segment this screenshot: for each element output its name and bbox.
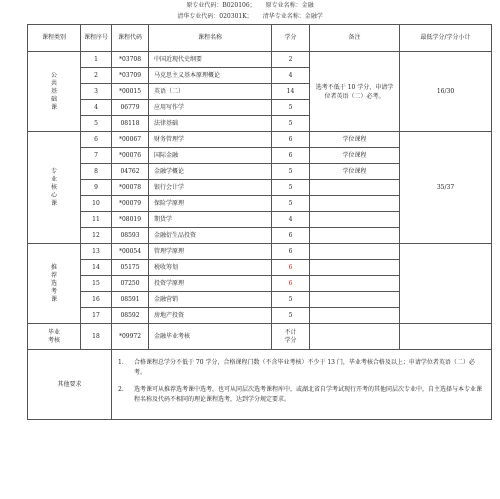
course-remark [310,244,400,260]
course-name: 金融衍生品投资 [149,228,272,244]
course-credit: 14 [272,84,310,100]
course-credit: 5 [272,116,310,132]
course-seq: 7 [81,148,112,164]
credit-text: 学分 [284,336,297,344]
course-seq: 8 [81,164,112,180]
course-credit: 5 [272,308,310,324]
col-header-remark: 备注 [310,25,400,52]
course-remark: 学位课程 [310,148,400,164]
course-seq: 17 [81,308,112,324]
course-name: 国际金融 [149,148,272,164]
category-char: 共 [50,79,57,87]
category-char: 课 [50,103,57,111]
category-char: 业 [50,175,57,183]
course-category [28,132,81,244]
category-char: 公 [50,71,57,79]
course-category [28,52,81,132]
category-char: 课 [50,199,57,207]
course-credit: 6 [272,244,310,260]
course-code: 05175 [112,260,149,276]
category-char: 选 [50,279,57,287]
course-seq: 1 [81,52,112,68]
other-requirements-label: 其他要求 [28,350,112,420]
requirement-item [118,385,485,405]
course-seq: 10 [81,196,112,212]
course-seq: 18 [81,324,112,350]
course-code: 04762 [112,164,149,180]
course-credit: 5 [272,100,310,116]
course-name: 金融毕业考核 [149,324,272,350]
original-major-code: 原专业代码：B020106； [186,2,256,9]
course-seq: 16 [81,292,112,308]
course-credit: 6 [272,228,310,244]
course-name: 投资学原理 [149,276,272,292]
col-header-name: 课程名称 [149,25,272,52]
col-header-credit: 学分 [272,25,310,52]
course-code: *00079 [112,196,149,212]
course-code: *00076 [112,148,149,164]
requirement-number: 2. [118,385,124,393]
course-credit: 6 [272,260,310,276]
credit-text: 不计 [284,328,297,336]
category-char: 荐 [50,271,57,279]
course-name: 法律基础 [149,116,272,132]
min-credit-subtotal [400,324,492,350]
course-seq: 15 [81,276,112,292]
course-code: *08019 [112,212,149,228]
course-name: 中国近现代史纲要 [149,52,272,68]
header-line-original [0,0,500,11]
other-requirements-notes [112,350,492,420]
course-seq: 14 [81,260,112,276]
course-code: 08591 [112,292,149,308]
course-name: 金融学概论 [149,164,272,180]
course-seq: 11 [81,212,112,228]
min-credit-subtotal: 16/30 [400,52,492,132]
course-code: *00015 [112,84,149,100]
course-credit: 2 [272,52,310,68]
course-code: 08593 [112,228,149,244]
course-credit: 5 [272,164,310,180]
course-plan-table [27,24,492,420]
course-seq: 3 [81,84,112,100]
course-code: *00078 [112,180,149,196]
original-major-name: 原专业名称：金融 [265,2,314,9]
course-code: *00067 [112,132,149,148]
category-char: 推 [50,263,57,271]
course-remark [310,308,400,324]
course-name: 马克思主义基本原理概论 [149,68,272,84]
course-code: 07250 [112,276,149,292]
course-seq: 9 [81,180,112,196]
course-credit: 6 [272,276,310,292]
course-credit: 4 [272,212,310,228]
course-code: *09972 [112,324,149,350]
course-credit: 6 [272,132,310,148]
category-text: 毕业 [47,328,60,336]
course-seq: 2 [81,68,112,84]
course-seq: 4 [81,100,112,116]
course-remark [310,276,400,292]
tsinghua-major-code: 清华专业代码：020301K； [177,13,253,20]
course-remark [310,324,400,350]
course-remark [310,260,400,276]
course-remark [310,292,400,308]
min-credit-subtotal: 35/37 [400,132,492,244]
course-code: 08592 [112,308,149,324]
course-name: 金融营销 [149,292,272,308]
page-header [0,0,500,24]
course-credit: 5 [272,292,310,308]
course-name: 房地产投资 [149,308,272,324]
course-remark: 学位课程 [310,132,400,148]
course-code: *03708 [112,52,149,68]
course-remark [310,196,400,212]
course-code: *03709 [112,68,149,84]
graduation-category [28,324,81,350]
course-credit [272,324,310,350]
col-header-category: 课程类别 [28,25,81,52]
course-seq: 5 [81,116,112,132]
col-header-code: 课程代码 [112,25,149,52]
header-line-tsinghua [0,11,500,22]
course-remark [310,180,400,196]
course-seq: 6 [81,132,112,148]
course-credit: 6 [272,148,310,164]
course-remark [310,228,400,244]
course-name: 应用写作学 [149,100,272,116]
col-header-min-credit: 最低学分/学分小计 [400,25,492,52]
table-row [28,52,492,68]
min-credit-subtotal [400,244,492,324]
course-name: 银行会计学 [149,180,272,196]
course-name: 财务管理学 [149,132,272,148]
group-remark: 选考不低于 10 学分，申请学位者英语（二）必考。 [310,52,400,132]
requirement-number: 1. [118,358,124,366]
requirement-text: 合格课程总学分不低于 70 学分，合格课程门数（不含毕业考核）不少于 13 门，毕业考核合格及以上；申请学位者英语（二）必考。 [134,358,475,376]
requirement-text: 选考课可从推荐选考课中选考，也可从同层次选考课程库中，或湖北省自学考试现行开考的其他同层次专业中，自主选择与本专业课程名称及代码不相同的理论课程选考，达到学分规定要求。 [134,385,483,403]
graduation-row [28,324,492,350]
category-char: 考 [50,287,57,295]
category-char: 础 [50,95,57,103]
course-category [28,244,81,324]
course-remark: 学位课程 [310,164,400,180]
col-header-seq: 课程序号 [81,25,112,52]
category-char: 专 [50,167,57,175]
table-header-row [28,25,492,52]
course-name: 英语（二） [149,84,272,100]
category-char: 核 [50,183,57,191]
table-body [28,52,492,420]
table-row [28,132,492,148]
other-requirements-row [28,350,492,420]
course-code: 06779 [112,100,149,116]
course-credit: 5 [272,196,310,212]
category-char: 心 [50,191,57,199]
category-char: 课 [50,295,57,303]
requirement-item [118,358,485,378]
category-char: 基 [50,87,57,95]
course-remark [310,212,400,228]
course-credit: 4 [272,68,310,84]
course-code: 08118 [112,116,149,132]
course-credit: 5 [272,180,310,196]
category-text: 考核 [47,336,60,344]
course-name: 税收筹划 [149,260,272,276]
course-seq: 13 [81,244,112,260]
tsinghua-major-name: 清华专业名称：金融学 [262,13,323,20]
course-name: 期货学 [149,212,272,228]
course-code: *00054 [112,244,149,260]
course-name: 保险学原理 [149,196,272,212]
course-seq: 12 [81,228,112,244]
table-row [28,244,492,260]
course-name: 管理学原理 [149,244,272,260]
